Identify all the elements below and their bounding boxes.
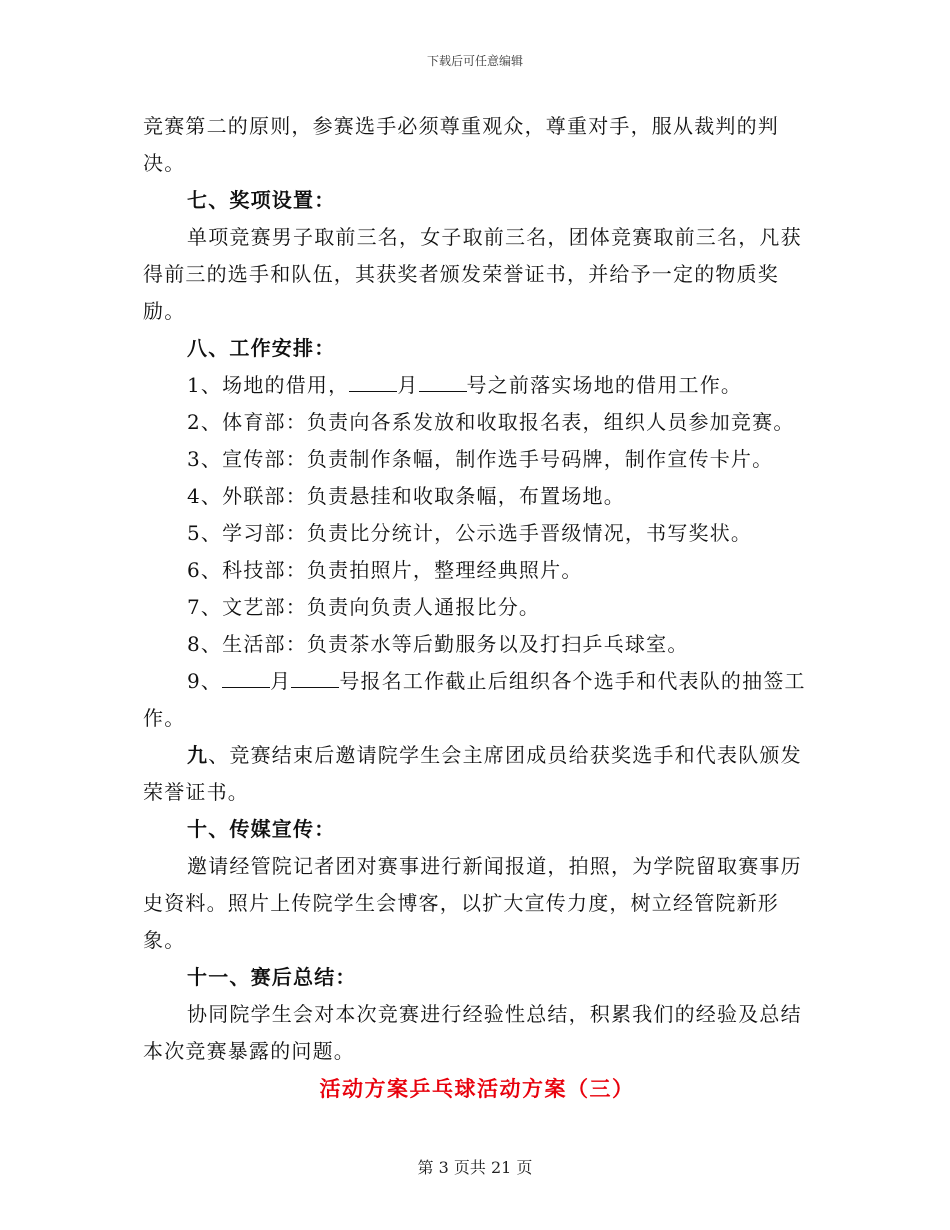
paragraph-media: 邀请经管院记者团对赛事进行新闻报道，拍照，为学院留取赛事历史资料。照片上传院学生会博客，以扩大宣传力度，树立经管院新形象。 xyxy=(143,854,802,952)
paragraph-summary: 协同院学生会对本次竞赛进行经验性总结，积累我们的经验及总结本次竞赛暴露的问题。 xyxy=(143,1002,802,1063)
page-header: 下载后可任意编辑 xyxy=(426,54,523,68)
ceremony-text: 、竞赛结束后邀请院学生会主席团成员给获奖选手和代表队颁发荣誉证书。 xyxy=(143,743,802,804)
list-item-3: 3、宣传部：负责制作条幅，制作选手号码牌，制作宣传卡片。 xyxy=(187,447,774,471)
ceremony-number: 九 xyxy=(187,743,209,767)
list-item-1 xyxy=(143,367,811,404)
heading-summary: 十一、赛后总结： xyxy=(187,965,357,989)
heading-media: 十、传媒宣传： xyxy=(187,817,336,841)
list-item-4: 4、外联部：负责悬挂和收取条幅，布置场地。 xyxy=(187,484,625,508)
list-item-9-month: 月 xyxy=(270,669,292,693)
blank-month-field xyxy=(349,373,397,392)
page-footer: 第 3 页共 21 页 xyxy=(417,1158,533,1177)
paragraph-rules-continued: 竞赛第二的原则，参赛选手必须尊重观众，尊重对手，服从裁判的判决。 xyxy=(143,114,779,175)
list-item-5: 5、学习部：负责比分统计，公示选手晋级情况，书写奖状。 xyxy=(187,521,753,545)
list-item-9-prefix: 9、 xyxy=(187,669,223,693)
blank-month-field xyxy=(222,669,270,688)
list-item-2: 2、体育部：负责向各系发放和收取报名表，组织人员参加竞赛。 xyxy=(187,410,795,434)
list-item-9 xyxy=(143,663,811,737)
section-title: 活动方案乒乓球活动方案（三） xyxy=(319,1076,635,1101)
document-body xyxy=(143,108,811,1108)
list-item-1-prefix: 1、场地的借用， xyxy=(187,373,350,397)
list-item-8: 8、生活部：负责茶水等后勤服务以及打扫乒乓球室。 xyxy=(187,632,689,656)
blank-day-field xyxy=(419,373,467,392)
heading-awards: 七、奖项设置： xyxy=(187,188,336,212)
blank-day-field xyxy=(291,669,339,688)
list-item-6: 6、科技部：负责拍照片，整理经典照片。 xyxy=(187,558,583,582)
list-item-9-suffix: 号报名工作截止后组织各个选手和代表队的抽签工作。 xyxy=(143,669,806,730)
heading-work-arrangement: 八、工作安排： xyxy=(187,336,336,360)
list-item-7: 7、文艺部：负责向负责人通报比分。 xyxy=(187,595,541,619)
list-item-1-suffix: 号之前落实场地的借用工作。 xyxy=(466,373,743,397)
paragraph-awards: 单项竞赛男子取前三名，女子取前三名，团体竞赛取前三名，凡获得前三的选手和队伍，其获奖者颁发荣誉证书，并给予一定的物质奖励。 xyxy=(143,225,802,323)
list-item-1-month: 月 xyxy=(397,373,419,397)
paragraph-ceremony xyxy=(143,737,811,811)
